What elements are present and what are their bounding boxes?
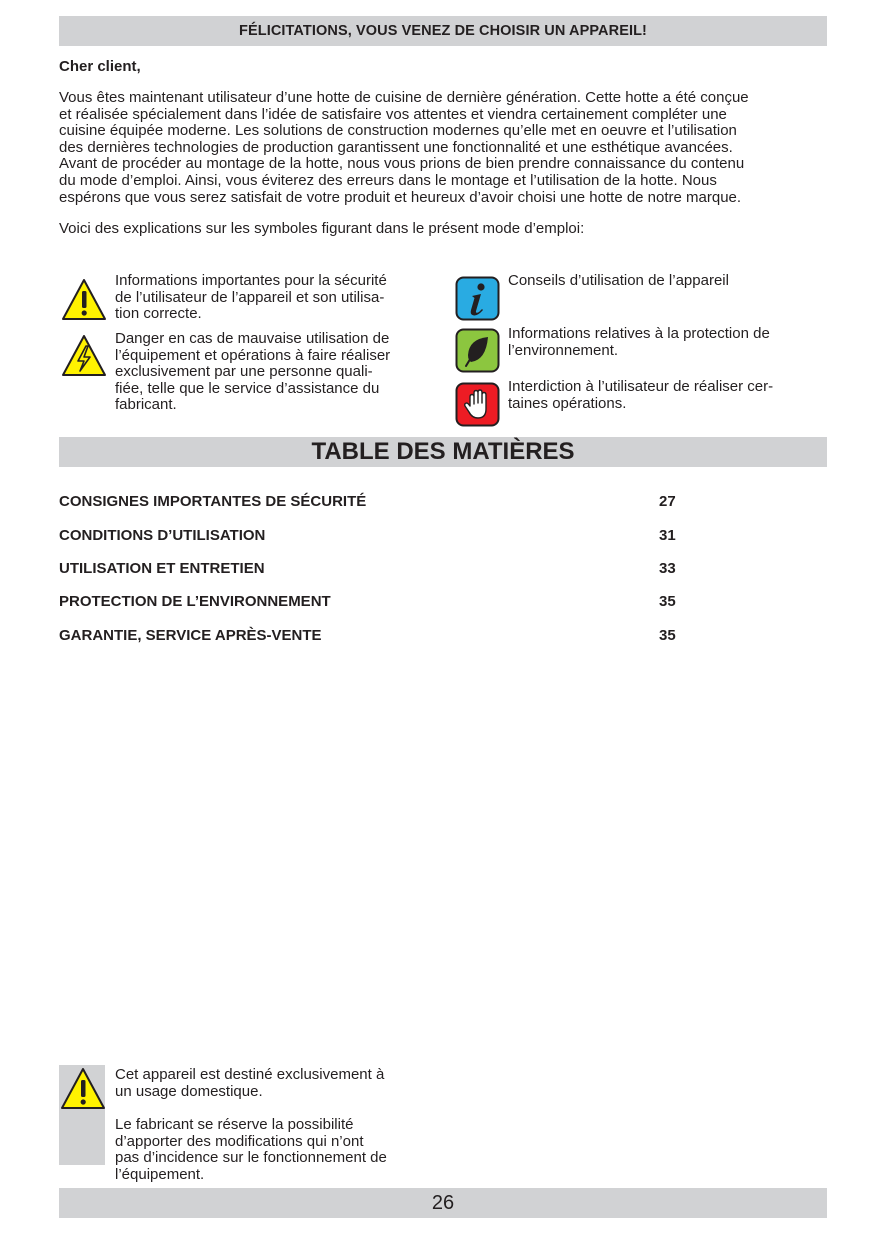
- toc-entry[interactable]: [59, 560, 679, 577]
- header-bar: [59, 16, 827, 46]
- note-paragraph: [115, 1117, 435, 1183]
- toc-entry[interactable]: [59, 593, 679, 610]
- symbol-text-line: l’environnement.: [508, 341, 619, 359]
- intro-line: cuisine équipée moderne. Les solutions de construction modernes qu’elle met en oeuvre et l’utilisation: [59, 122, 737, 140]
- symbol-text-line: fabricant.: [115, 396, 177, 414]
- intro-line: du mode d’emploi. Ainsi, vous éviterez des erreurs dans le montage et l’utilisation de la hotte. Nous: [59, 171, 717, 189]
- toc-entry[interactable]: [59, 493, 679, 510]
- toc-entry-label: CONDITIONS D’UTILISATION: [59, 527, 266, 544]
- symbol-environment-text: [508, 326, 828, 359]
- symbol-text-line: Danger en cas de mauvaise utilisation de: [115, 330, 390, 347]
- intro-paragraph: [59, 90, 829, 206]
- note-line: pas d’incidence sur le fonctionnement de: [115, 1149, 387, 1167]
- toc-entry[interactable]: [59, 527, 679, 544]
- symbol-text-line: l’équipement et opérations à faire réaliser: [115, 346, 391, 364]
- hand-stop-icon: [455, 382, 500, 427]
- toc-entry-label: GARANTIE, SERVICE APRÈS-VENTE: [59, 627, 322, 644]
- symbols-intro: Voici des explications sur les symboles figurant dans le présent mode d’emploi:: [59, 220, 585, 237]
- intro-line: et réalisée spécialement dans l’idée de satisfaire vos attentes et viendra certainement compléter une: [59, 105, 727, 123]
- symbol-info-text: [508, 273, 828, 290]
- note-line: Cet appareil est destiné exclusivement à: [115, 1066, 385, 1083]
- toc-entry-page: 31: [659, 527, 676, 544]
- note-line: l’équipement.: [115, 1165, 205, 1183]
- symbol-text-line: exclusivement par une personne quali-: [115, 363, 373, 381]
- note-line: Le fabricant se réserve la possibilité: [115, 1116, 354, 1133]
- page-number: 26: [431, 1192, 455, 1214]
- leaf-icon: [455, 328, 500, 373]
- toc-entry-page: 27: [659, 493, 676, 510]
- symbol-text-line: tion correcte.: [115, 305, 202, 323]
- intro-line: espérons que vous serez satisfait de votre produit et heureux d’avoir choisi une hotte de notre marque.: [59, 188, 742, 206]
- warning-exclamation-icon: [61, 277, 107, 323]
- note-line: un usage domestique.: [115, 1082, 263, 1100]
- symbol-text-line: taines opérations.: [508, 394, 627, 412]
- symbol-safety-text: [115, 273, 435, 323]
- symbol-text-line: Informations importantes pour la sécurité: [115, 272, 387, 289]
- info-icon: [455, 276, 500, 321]
- intro-line: des dernières technologies de production garantissent une fonctionnalité et une esthétique avancées.: [59, 138, 733, 156]
- symbol-text-line: Informations relatives à la protection de: [508, 325, 770, 342]
- toc-entry-label: PROTECTION DE L’ENVIRONNEMENT: [59, 593, 331, 610]
- symbol-text-line: fiée, telle que le service d’assistance du: [115, 379, 380, 397]
- intro-line: Vous êtes maintenant utilisateur d’une hotte de cuisine de dernière génération. Cette hotte a été conçue: [59, 89, 749, 106]
- footer-bar: [59, 1188, 827, 1218]
- greeting: Cher client,: [59, 58, 141, 75]
- toc-title: TABLE DES MATIÈRES: [311, 438, 575, 465]
- warning-exclamation-icon: [60, 1066, 106, 1112]
- symbol-text-line: Conseils d’utilisation de l’appareil: [508, 272, 729, 289]
- note-paragraph: [115, 1067, 435, 1100]
- toc-entry-page: 33: [659, 560, 676, 577]
- symbol-prohibition-text: [508, 379, 828, 412]
- symbol-text-line: Interdiction à l’utilisateur de réaliser cer-: [508, 378, 774, 395]
- symbol-text-line: de l’utilisateur de l’appareil et son utilisa-: [115, 288, 385, 306]
- toc-title-bar: [59, 437, 827, 467]
- note-line: d’apporter des modifications qui n’ont: [115, 1132, 364, 1150]
- toc-entry-label: UTILISATION ET ENTRETIEN: [59, 560, 265, 577]
- toc-entry[interactable]: [59, 627, 679, 644]
- symbol-danger-text: [115, 331, 435, 414]
- toc-entry-page: 35: [659, 627, 676, 644]
- toc-entry-page: 35: [659, 593, 676, 610]
- toc-entry-label: CONSIGNES IMPORTANTES DE SÉCURITÉ: [59, 493, 367, 510]
- electrical-hazard-icon: [61, 333, 107, 379]
- header-title: FÉLICITATIONS, VOUS VENEZ DE CHOISIR UN APPAREIL!: [239, 23, 647, 39]
- intro-line: Avant de procéder au montage de la hotte, nous vous prions de bien prendre connaissance du contenu: [59, 155, 745, 173]
